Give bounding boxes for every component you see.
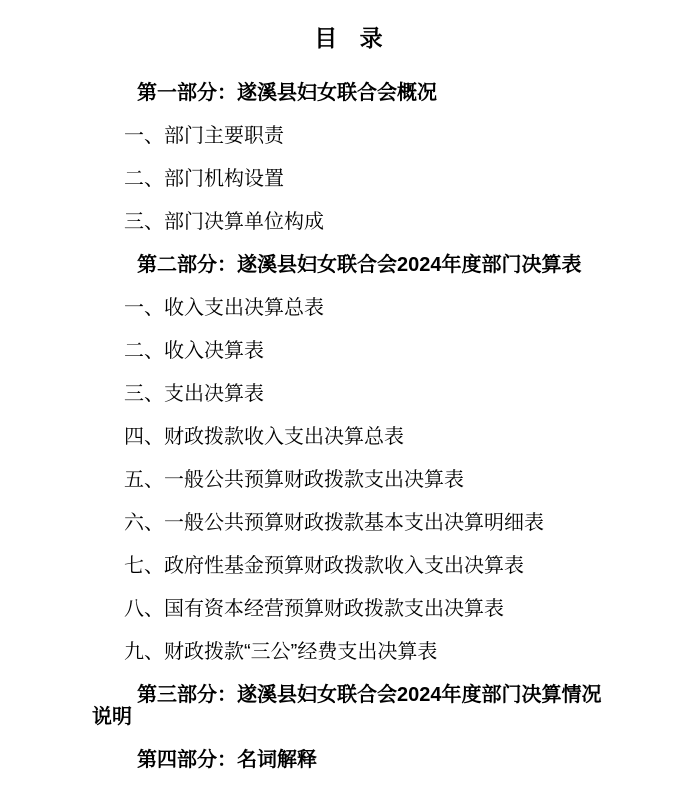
- toc-item-part2-2: 二、收入决算表: [124, 340, 264, 362]
- section-heading-part4: 第四部分：名词解释: [137, 749, 317, 771]
- toc-item-part2-9: 九、财政拨款“三公”经费支出决算表: [124, 641, 438, 663]
- toc-item-part2-1: 一、收入支出决算总表: [124, 297, 324, 319]
- section-heading-part3: 第三部分：遂溪县妇女联合会2024年度部门决算情况说明: [92, 684, 602, 728]
- toc-item-part2-7: 七、政府性基金预算财政拨款收入支出决算表: [124, 555, 524, 577]
- toc-item-part1-2: 二、部门机构设置: [124, 168, 284, 190]
- toc-item-part2-5: 五、一般公共预算财政拨款支出决算表: [124, 469, 464, 491]
- toc-item-part2-3: 三、支出决算表: [124, 383, 264, 405]
- toc-item-part2-6: 六、一般公共预算财政拨款基本支出决算明细表: [124, 512, 544, 534]
- toc-item-part1-1: 一、部门主要职责: [124, 125, 284, 147]
- toc-item-part1-3: 三、部门决算单位构成: [124, 211, 324, 233]
- section-heading-part2: 第二部分：遂溪县妇女联合会2024年度部门决算表: [137, 254, 582, 276]
- toc-item-part2-8: 八、国有资本经营预算财政拨款支出决算表: [124, 598, 504, 620]
- toc-item-part2-4: 四、财政拨款收入支出决算总表: [124, 426, 404, 448]
- page-title: 目 录: [314, 25, 384, 51]
- section-heading-part1: 第一部分：遂溪县妇女联合会概况: [137, 82, 437, 104]
